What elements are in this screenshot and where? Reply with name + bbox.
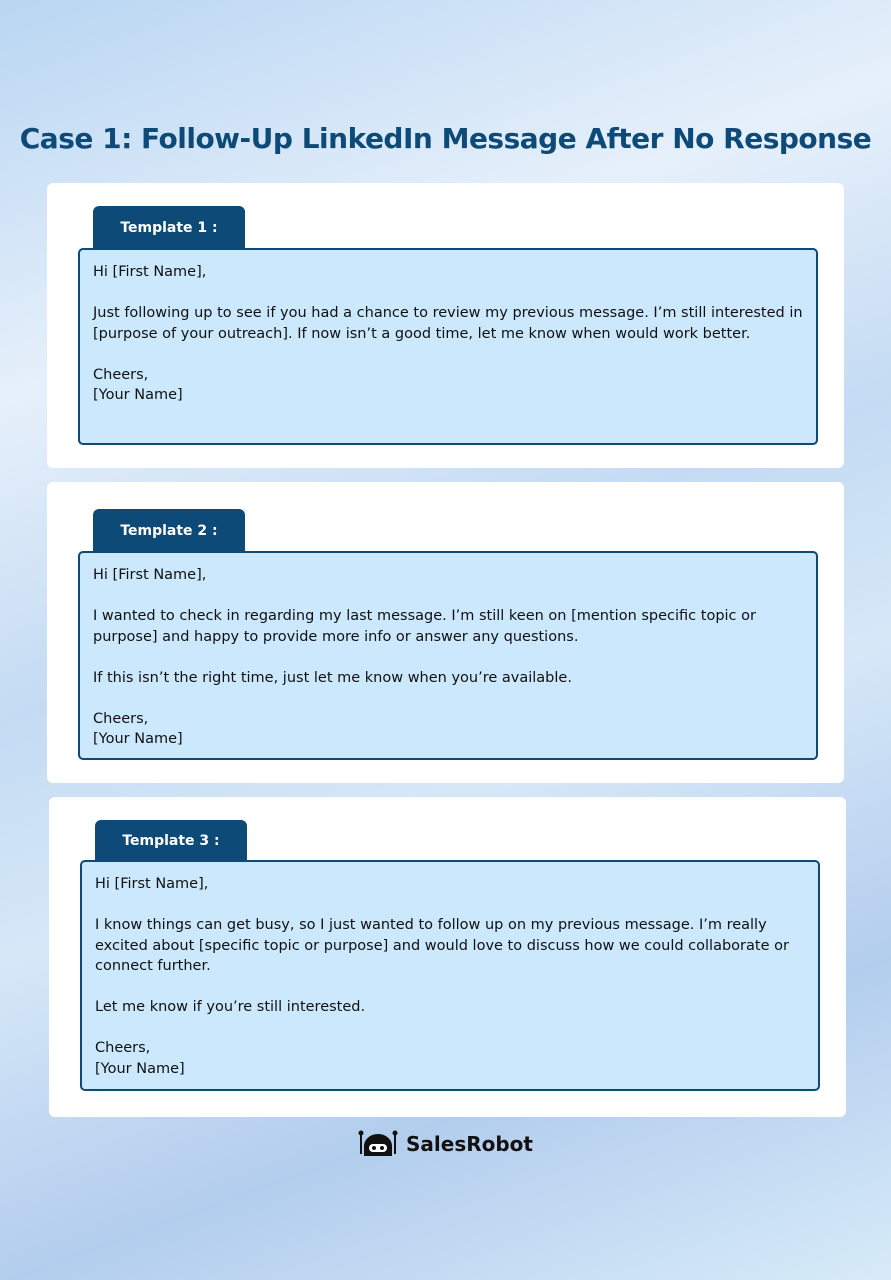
template-tab-1: Template 1 :: [93, 206, 245, 249]
paragraph: Cheers, [Your Name]: [95, 1040, 185, 1077]
paragraph: Just following up to see if you had a chance to review my previous message. I’m still interested in [purpose of your outreach]. If now isn’t a good time, let me know when would work better.: [93, 305, 803, 342]
template-box-1: [78, 248, 818, 445]
template-box-2: [78, 551, 818, 760]
template-tab-2: Template 2 :: [93, 509, 245, 552]
paragraph: Cheers, [Your Name]: [93, 366, 183, 403]
paragraph: I know things can get busy, so I just wanted to follow up on my previous message. I’m really excited about [specific topic or purpose] and would love to discuss how we could collaborate or connect further.: [95, 917, 789, 974]
paragraph: Hi [First Name],: [95, 876, 209, 892]
robot-icon: [358, 1130, 398, 1158]
paragraph: I wanted to check in regarding my last message. I’m still keen on [mention specific topic or purpose] and happy to provide more info or answer any questions.: [93, 608, 756, 645]
paragraph: Cheers, [Your Name]: [93, 710, 183, 747]
template-tab-3: Template 3 :: [95, 820, 247, 861]
page-title: Case 1: Follow-Up LinkedIn Message After No Response: [19, 122, 872, 155]
paragraph: Hi [First Name],: [93, 567, 207, 583]
template-box-3: [80, 860, 820, 1091]
brand-name: SalesRobot: [406, 1132, 533, 1156]
brand-logo: [358, 1130, 533, 1158]
paragraph: Hi [First Name],: [93, 264, 207, 280]
paragraph: Let me know if you’re still interested.: [95, 999, 366, 1015]
paragraph: If this isn’t the right time, just let me know when you’re available.: [93, 669, 572, 686]
